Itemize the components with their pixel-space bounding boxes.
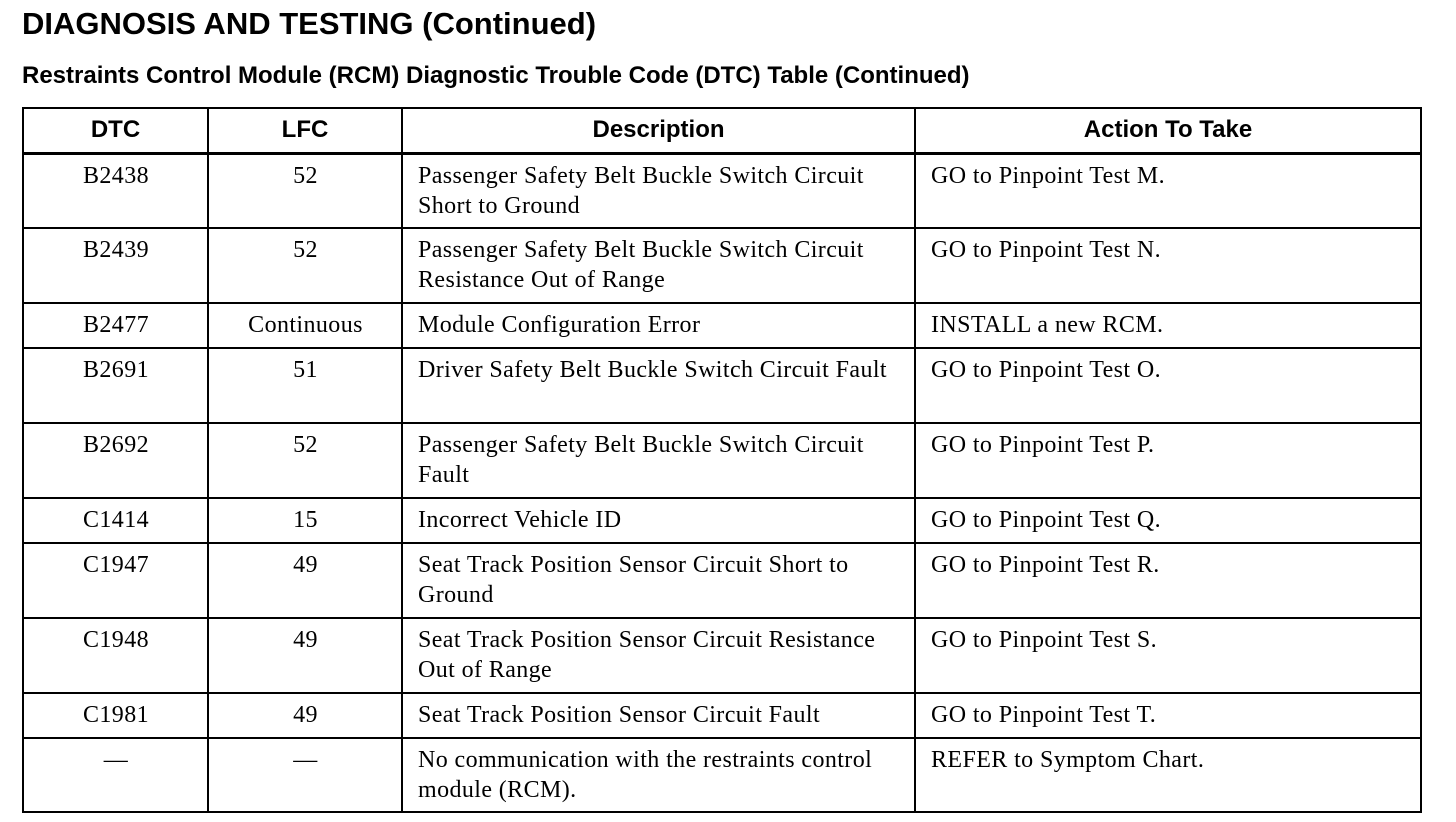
- lfc-cell: 52: [208, 423, 402, 498]
- table-row: [23, 618, 1421, 693]
- table-row: [23, 543, 1421, 618]
- description-cell: Incorrect Vehicle ID: [402, 498, 915, 543]
- lfc-cell: —: [208, 738, 402, 812]
- description-cell: Driver Safety Belt Buckle Switch Circuit Fault: [402, 348, 915, 423]
- table-row: [23, 693, 1421, 738]
- table-row: [23, 228, 1421, 303]
- description-cell: Module Configuration Error: [402, 303, 915, 348]
- lfc-cell: 49: [208, 693, 402, 738]
- lfc-cell: 51: [208, 348, 402, 423]
- dtc-cell: B2438: [23, 153, 208, 228]
- dtc-cell: —: [23, 738, 208, 812]
- description-cell: Passenger Safety Belt Buckle Switch Circuit Fault: [402, 423, 915, 498]
- table-row: [23, 738, 1421, 812]
- dtc-cell: B2439: [23, 228, 208, 303]
- table-row: [23, 348, 1421, 423]
- action-cell: GO to Pinpoint Test M.: [915, 153, 1421, 228]
- dtc-cell: B2692: [23, 423, 208, 498]
- dtc-cell: B2691: [23, 348, 208, 423]
- table-header-row: [23, 108, 1421, 153]
- table-row: [23, 423, 1421, 498]
- description-cell: Seat Track Position Sensor Circuit Resistance Out of Range: [402, 618, 915, 693]
- table-title: Restraints Control Module (RCM) Diagnostic Trouble Code (DTC) Table (Continued): [22, 62, 970, 89]
- action-cell: GO to Pinpoint Test T.: [915, 693, 1421, 738]
- action-cell: GO to Pinpoint Test O.: [915, 348, 1421, 423]
- description-cell: Passenger Safety Belt Buckle Switch Circuit Short to Ground: [402, 153, 915, 228]
- lfc-cell: 15: [208, 498, 402, 543]
- action-cell: REFER to Symptom Chart.: [915, 738, 1421, 812]
- lfc-cell: 49: [208, 543, 402, 618]
- dtc-cell: C1981: [23, 693, 208, 738]
- lfc-cell: 52: [208, 228, 402, 303]
- action-cell: INSTALL a new RCM.: [915, 303, 1421, 348]
- description-cell: Seat Track Position Sensor Circuit Short to Ground: [402, 543, 915, 618]
- dtc-cell: B2477: [23, 303, 208, 348]
- column-header-dtc: DTC: [23, 108, 208, 153]
- dtc-cell: C1947: [23, 543, 208, 618]
- action-cell: GO to Pinpoint Test Q.: [915, 498, 1421, 543]
- action-cell: GO to Pinpoint Test P.: [915, 423, 1421, 498]
- table-row: [23, 498, 1421, 543]
- action-cell: GO to Pinpoint Test N.: [915, 228, 1421, 303]
- description-cell: Passenger Safety Belt Buckle Switch Circuit Resistance Out of Range: [402, 228, 915, 303]
- lfc-cell: 52: [208, 153, 402, 228]
- column-header-lfc: LFC: [208, 108, 402, 153]
- table-row: [23, 153, 1421, 228]
- dtc-table: [22, 107, 1422, 813]
- dtc-cell: C1948: [23, 618, 208, 693]
- table-row: [23, 303, 1421, 348]
- action-cell: GO to Pinpoint Test S.: [915, 618, 1421, 693]
- column-header-description: Description: [402, 108, 915, 153]
- description-cell: No communication with the restraints control module (RCM).: [402, 738, 915, 812]
- dtc-cell: C1414: [23, 498, 208, 543]
- lfc-cell: Continuous: [208, 303, 402, 348]
- column-header-action: Action To Take: [915, 108, 1421, 153]
- page-title: DIAGNOSIS AND TESTING (Continued): [22, 6, 597, 41]
- lfc-cell: 49: [208, 618, 402, 693]
- action-cell: GO to Pinpoint Test R.: [915, 543, 1421, 618]
- description-cell: Seat Track Position Sensor Circuit Fault: [402, 693, 915, 738]
